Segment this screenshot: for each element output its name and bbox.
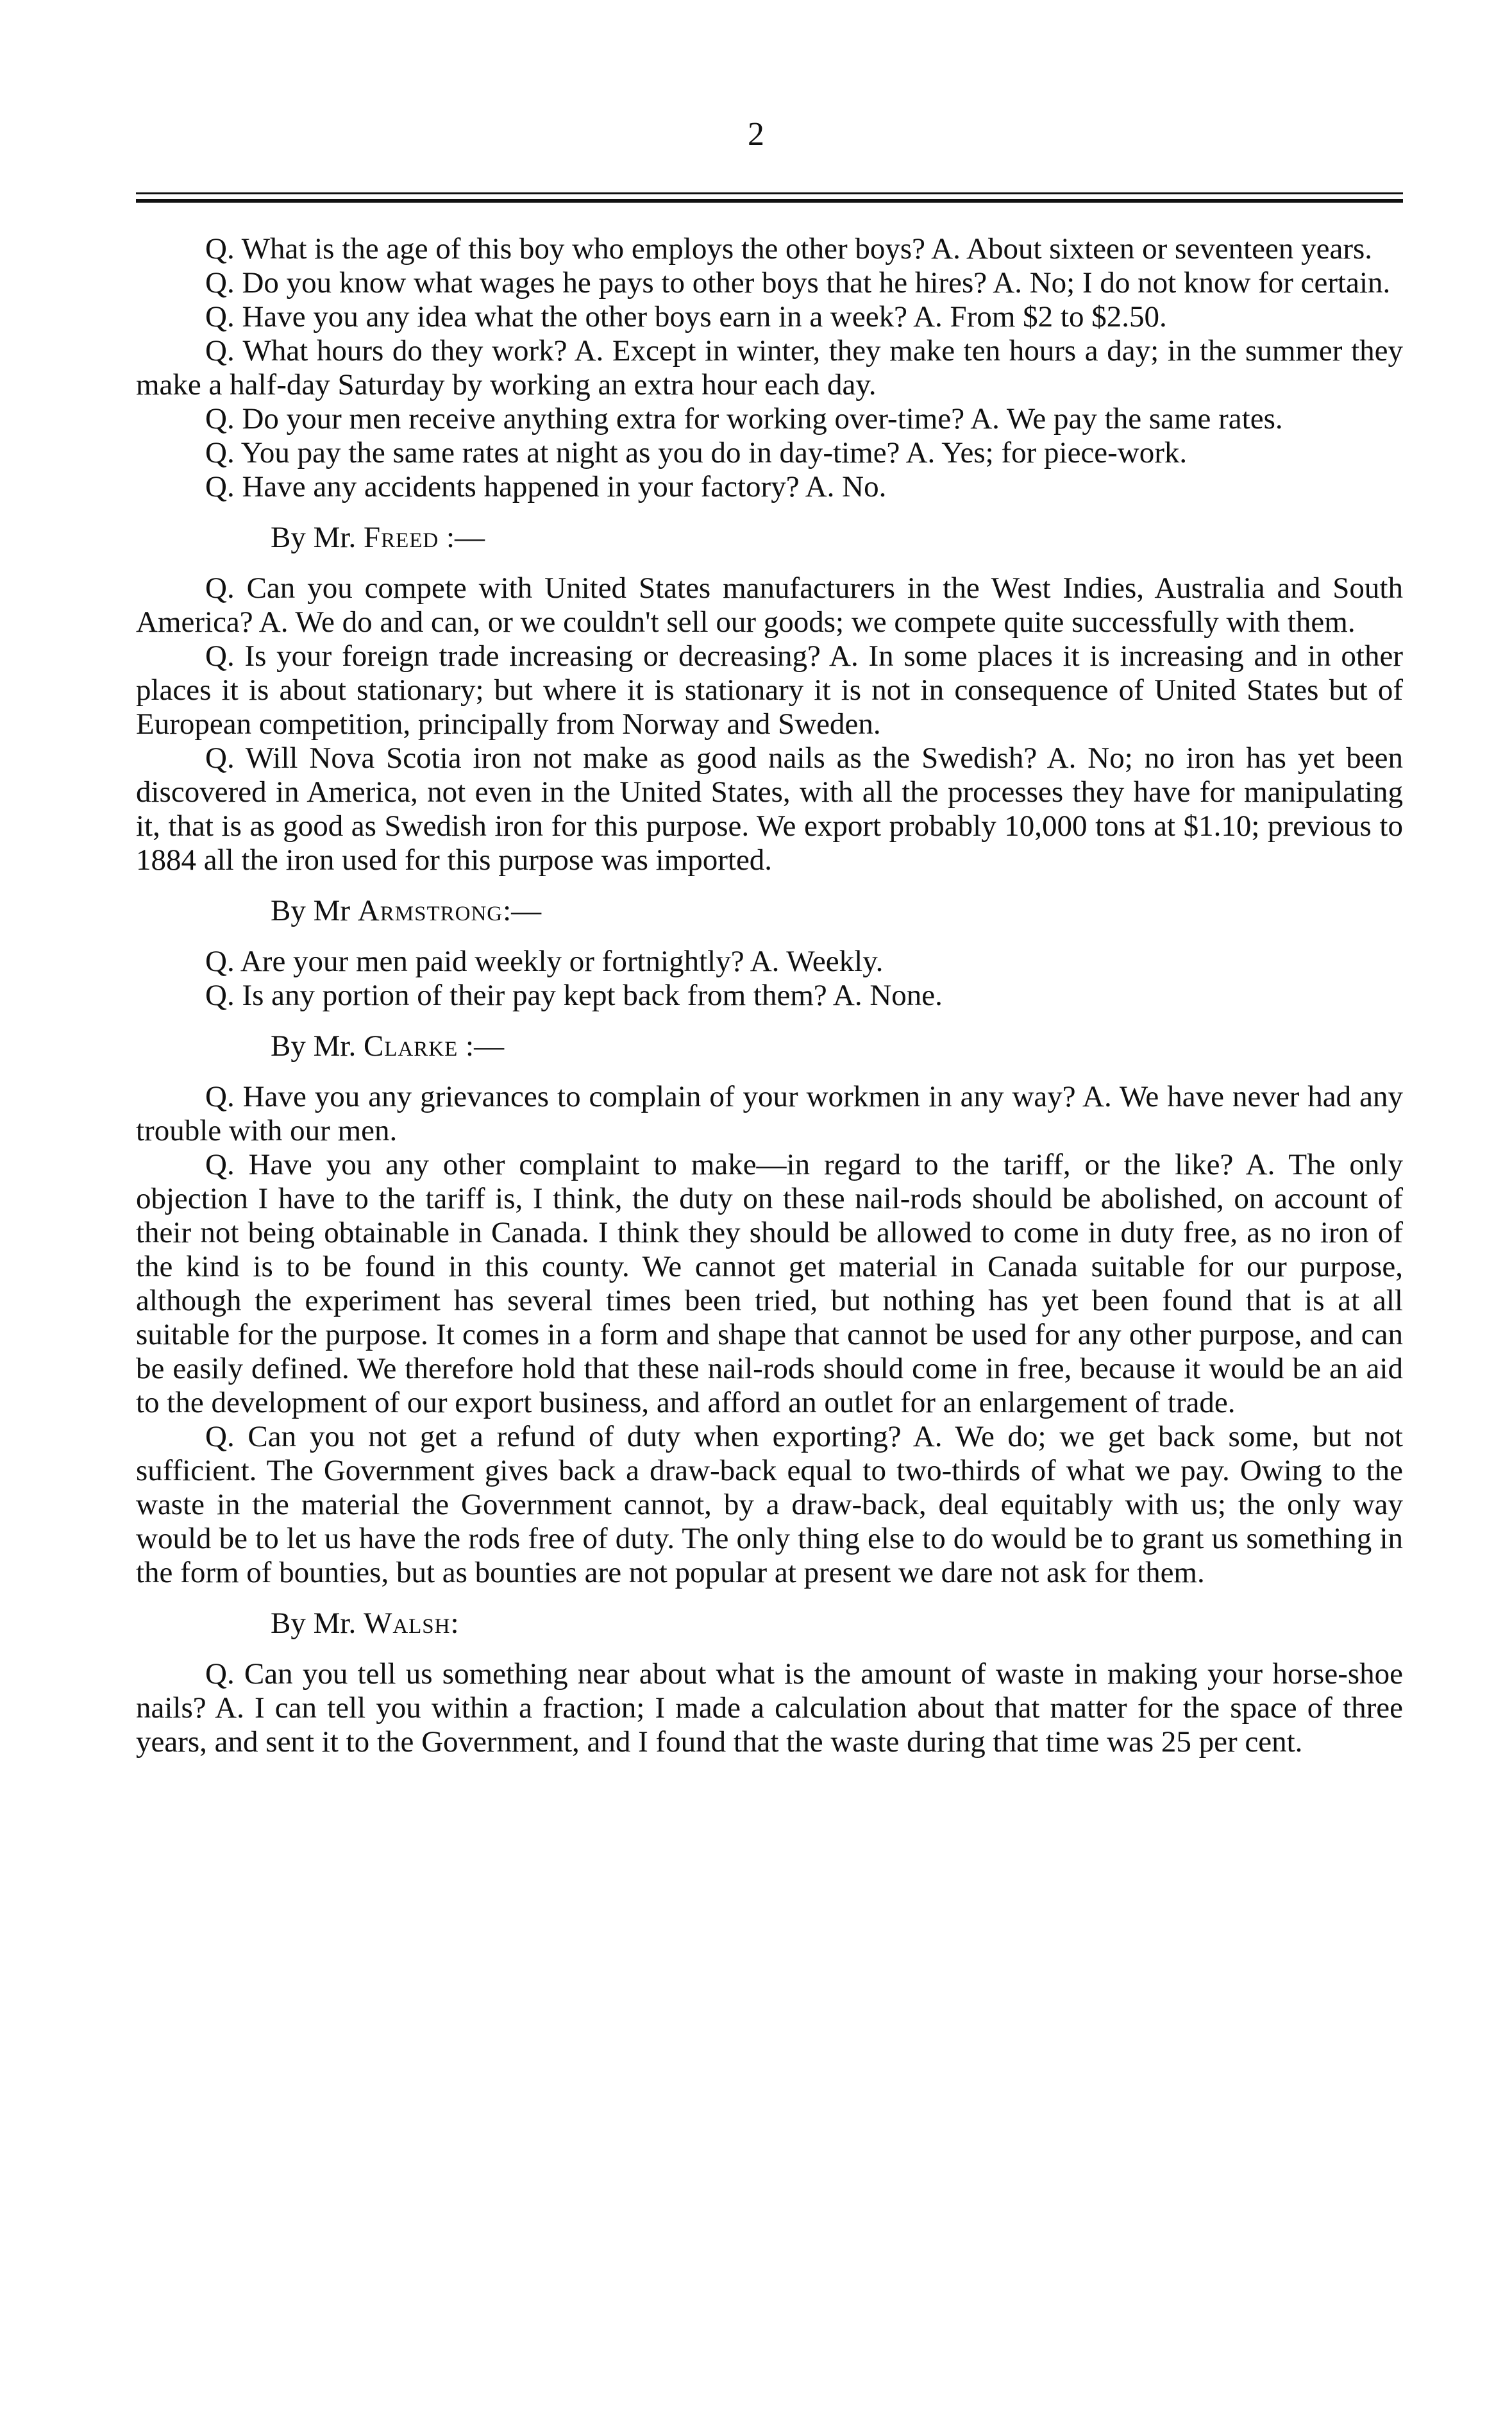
- qa-paragraph: Q. Have you any other complaint to make—in regard to the tariff, or the like? A. The only objection I have to the tariff is, I think, the duty on these nail-rods should be abolished, on account of their not being obtainable in Canada. I think they should be allowed to come in duty free, as no iron of the kind is to be found in this county. We cannot get material in Canada suitable for our purpose, although the experiment has several times been tried, but nothing has yet been found that is at all suitable for the purpose. It comes in a form and shape that cannot be used for any other purpose, and can be easily defined. We therefore hold that these nail-rods should come in free, because it would be an aid to the development of our export business, and afford an outlet for an enlargement of trade.: [136, 1148, 1403, 1419]
- qa-paragraph: Q. Can you not get a refund of duty when exporting? A. We do; we get back some, but not sufficient. The Government gives back a draw-back equal to two-thirds of what we pay. Owing to the waste in the material the Government cannot, by a draw-back, deal equitably with us; the only way would be to let us have the rods free of duty. The only thing else to do would be to grant us something in the form of bounties, but as bounties are not popular at present we dare not ask for them.: [136, 1420, 1403, 1589]
- qa-paragraph: Q. Do your men receive anything extra for working over-time? A. We pay the same rates.: [205, 402, 1283, 435]
- speaker-name: Armstrong: [357, 894, 503, 927]
- speaker-prefix: By Mr: [271, 894, 358, 927]
- speaker-prefix: By Mr.: [271, 521, 364, 554]
- qa-paragraph: Q. Are your men paid weekly or fortnightly? A. Weekly.: [205, 945, 884, 978]
- speaker-suffix: :: [450, 1607, 459, 1640]
- speaker-heading: [136, 521, 1403, 555]
- qa-paragraph: Q. Is your foreign trade increasing or decreasing? A. In some places it is increasing and in other places it is about stationary; but where it is stationary it is not in consequence of United States but of European competition, principally from Norway and Sweden.: [136, 639, 1403, 741]
- speaker-suffix: :—: [458, 1029, 505, 1063]
- page-number: 2: [748, 116, 764, 153]
- qa-paragraph: Q. Do you know what wages he pays to other boys that he hires? A. No; I do not know for certain.: [205, 266, 1391, 300]
- qa-paragraph: Q. Have any accidents happened in your factory? A. No.: [205, 470, 887, 503]
- speaker-name: Clarke: [363, 1029, 458, 1063]
- speaker-prefix: By Mr.: [271, 1029, 364, 1063]
- speaker-suffix: :—: [439, 521, 485, 554]
- qa-paragraph: Q. Can you compete with United States manufacturers in the West Indies, Australia and South America? A. We do and can, or we couldn't sell our goods; we compete quite successfully with them.: [136, 571, 1403, 639]
- body-text: [136, 232, 1403, 1759]
- header-rule-thin: [136, 192, 1403, 194]
- qa-paragraph: Q. Have you any idea what the other boys earn in a week? A. From $2 to $2.50.: [205, 300, 1167, 334]
- header-rule-thick: [136, 199, 1403, 203]
- qa-paragraph: Q. Is any portion of their pay kept back from them? A. None.: [205, 979, 943, 1012]
- speaker-name: Walsh: [363, 1607, 451, 1640]
- speaker-suffix: :—: [503, 894, 542, 927]
- qa-paragraph: Q. Have you any grievances to complain of your workmen in any way? A. We have never had any trouble with our men.: [136, 1080, 1403, 1147]
- qa-paragraph: Q. You pay the same rates at night as you do in day-time? A. Yes; for piece-work.: [205, 436, 1188, 469]
- qa-paragraph: Q. What is the age of this boy who employs the other boys? A. About sixteen or seventeen years.: [205, 232, 1373, 266]
- speaker-prefix: By Mr.: [271, 1607, 364, 1640]
- speaker-heading: [136, 894, 1403, 928]
- speaker-heading: [136, 1607, 1403, 1641]
- qa-paragraph: Q. Can you tell us something near about what is the amount of waste in making your horse-shoe nails? A. I can tell you within a fraction; I made a calculation about that matter for the space of three years, and sent it to the Government, and I found that the waste during that time was 25 per cent.: [136, 1657, 1403, 1759]
- speaker-heading: [136, 1029, 1403, 1063]
- qa-paragraph: Q. What hours do they work? A. Except in winter, they make ten hours a day; in the summer they make a half-day Saturday by working an extra hour each day.: [136, 334, 1403, 401]
- speaker-name: Freed: [363, 521, 439, 554]
- qa-paragraph: Q. Will Nova Scotia iron not make as good nails as the Swedish? A. No; no iron has yet been discovered in America, not even in the United States, with all the processes they have for manipulating it, that is as good as Swedish iron for this purpose. We export probably 10,000 tons at $1.10; previous to 1884 all the iron used for this purpose was imported.: [136, 741, 1403, 877]
